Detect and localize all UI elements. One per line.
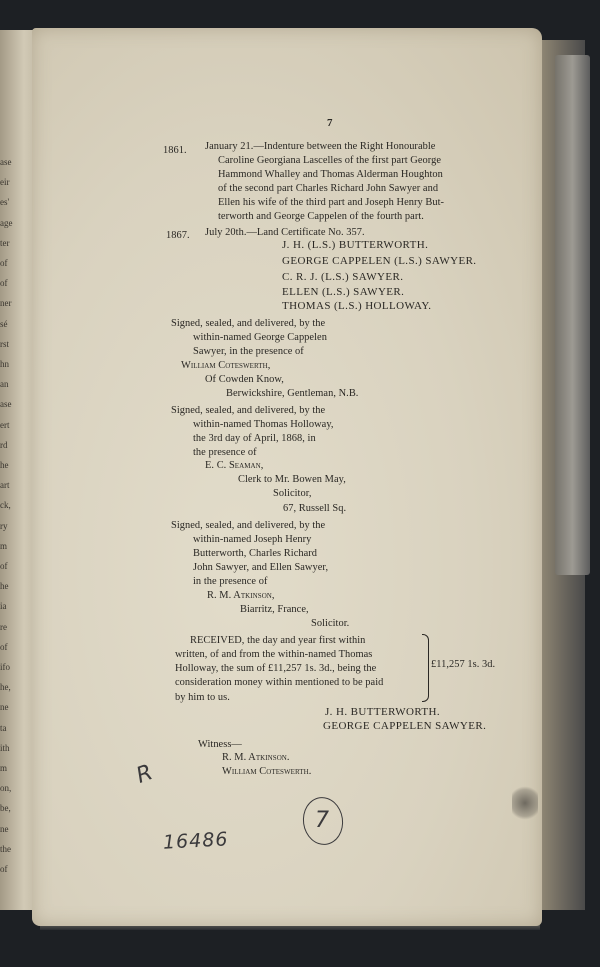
witness-name: R. M. Atkinson. [222,752,290,763]
underlying-text-fragment: ert [0,419,10,430]
attestation-line: within-named Joseph Henry [193,534,312,545]
signature-line: J. H. (L.S.) BUTTERWORTH. [282,239,429,251]
witness-name: William Coteswerth. [222,766,312,777]
attestation-line: within-named George Cappelen [193,332,327,343]
entry-line: of the second part Charles Richard John Sawyer and [218,183,439,194]
underlying-text-fragment: of [0,641,8,652]
attestation-line: Butterworth, Charles Richard [193,548,318,559]
entry-year: 1867. [166,230,190,241]
underlying-text-fragment: ter [0,237,10,248]
underlying-text-fragment: on, [0,783,12,794]
entry-year: 1861. [163,145,187,156]
entry-line: terworth and George Cappelen of the fourth part. [218,211,424,222]
underlying-text-fragment: of [0,864,8,874]
underlying-text-fragment: re [0,621,7,632]
underlying-text-fragment: of [0,561,8,571]
attestation-line: the 3rd day of April, 1868, in [193,433,316,444]
attestation-line: Of Cowden Know, [205,374,284,385]
attestation-line: Solicitor, [273,488,312,499]
attestation-witness: R. M. Atkinson, [207,590,275,601]
underlying-text-fragment: ry [0,520,8,531]
attestation-line: Signed, sealed, and delivered, by the [171,520,326,531]
receipt-line: RECEIVED, the day and year first within [190,635,366,646]
underlying-text-fragment: eir [0,177,10,188]
underlying-text-fragment: ta [0,722,7,733]
handwritten-circled-number: 7 [315,808,329,833]
underlying-text-fragment: m [0,763,8,773]
attestation-line: Signed, sealed, and delivered, by the [171,405,326,416]
underlying-text-fragment: ase [0,399,12,410]
underlying-text-fragment: be, [0,803,11,814]
underlying-text-fragment: ase [0,157,12,167]
receipt-line: written, of and from the within-named Thomas [175,649,373,660]
attestation-line: in the presence of [193,576,268,587]
underlying-text-fragment: hn [0,359,9,369]
attestation-line: Berwickshire, Gentleman, N.B. [226,388,359,399]
underlying-text-fragment: es' [0,197,10,208]
receipt-line: consideration money within mentioned to be paid [175,677,384,688]
attestation-line: Signed, sealed, and delivered, by the [171,318,326,329]
attestation-line: 67, Russell Sq. [283,503,347,514]
entry-line: Caroline Georgiana Lascelles of the first part George [218,155,441,166]
witness-label: Witness— [198,739,242,750]
underlying-text-fragment: ne [0,823,9,834]
signature-line: ELLEN (L.S.) SAWYER. [282,286,405,298]
entry-line: Hammond Whalley and Thomas Alderman Houghton [218,169,443,180]
underlying-text-fragment: age [0,217,13,228]
handwritten-initials: R [133,760,157,789]
attestation-line: Solicitor. [311,618,350,629]
page-number: 7 [327,117,333,129]
underlying-text-fragment: ck, [0,500,11,511]
attestation-line: John Sawyer, and Ellen Sawyer, [193,562,329,573]
underlying-text-fragment: sé [0,318,8,329]
underlying-text-fragment: ith [0,742,10,753]
entry-line: July 20th.—Land Certificate No. 357. [205,227,365,238]
attestation-line: within-named Thomas Holloway, [193,419,334,430]
underlying-text-fragment: rd [0,439,8,450]
signature-line: C. R. J. (L.S.) SAWYER. [282,271,404,283]
attestation-witness: E. C. Seaman, [205,460,264,471]
underlying-text-fragment: ia [0,601,7,612]
underlying-text-fragment: he, [0,682,11,693]
underlying-text-fragment: he [0,581,9,592]
receipt-signer: J. H. BUTTERWORTH. [325,706,441,718]
underlying-text-fragment: ne [0,702,9,713]
signature-line: THOMAS (L.S.) HOLLOWAY. [282,300,432,312]
underlying-text-fragment: of [0,258,8,268]
attestation-line: the presence of [193,447,257,458]
underlying-text-fragment: art [0,480,10,491]
underlying-text-fragment: m [0,540,8,551]
underlying-text-fragment: rst [0,338,9,349]
receipt-line: by him to us. [175,692,230,703]
underlying-text-fragment: he [0,460,9,470]
handwritten-number: 16486 [162,828,229,854]
underlying-text-fragment: ifo [0,662,10,672]
ink-stain [512,785,538,821]
attestation-line: Clerk to Mr. Bowen May, [238,474,346,485]
entry-line: January 21.—Indenture between the Right Honourable [205,141,436,152]
underlying-text-fragment: ner [0,298,12,309]
underlying-text-fragment: the [0,843,11,854]
signature-line: GEORGE CAPPELEN (L.S.) SAWYER. [282,255,477,267]
binding-edge [555,55,590,575]
attestation-line: Biarritz, France, [240,604,309,615]
receipt-brace [422,634,429,702]
underlying-text-fragment: an [0,379,9,390]
underlying-text-fragment: of [0,278,8,289]
receipt-line: Holloway, the sum of £11,257 1s. 3d., being the [175,663,377,674]
receipt-amount: £11,257 1s. 3d. [431,659,496,670]
attestation-line: Sawyer, in the presence of [193,346,304,357]
entry-line: Ellen his wife of the third part and Joseph Henry But- [218,197,445,208]
attestation-witness: William Coteswerth, [181,360,271,371]
underlying-page-text [0,40,26,900]
receipt-signer: GEORGE CAPPELEN SAWYER. [323,720,487,732]
